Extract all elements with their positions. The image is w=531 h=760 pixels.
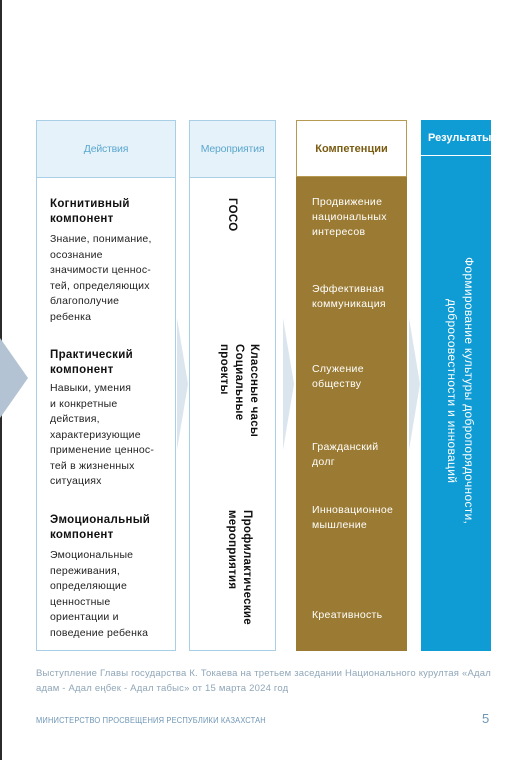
competency-item: Эффективная коммуникация [312, 283, 386, 310]
component-description: Знание, понимание, осознание значимости ценнос- тей, определяющих благополучие ребенка [50, 233, 152, 323]
competency-item: Гражданский долг [312, 441, 379, 468]
events-body [190, 178, 275, 650]
actions-header: Действия [37, 121, 175, 178]
component-title: Эмоциональный компонент [50, 514, 151, 541]
competencies-body [296, 177, 407, 651]
competency-item: Продвижение национальных интересов [312, 196, 387, 238]
competencies-header: Компетенции [296, 120, 407, 177]
competencies-column [296, 120, 407, 651]
actions-column [36, 120, 176, 651]
event-goso: ГОСО [226, 198, 238, 232]
event-class-hours: Классные часы Социальные проекты [218, 344, 260, 438]
component-emotional [50, 513, 167, 641]
arrow-icon [177, 318, 188, 450]
actions-body [37, 178, 175, 650]
component-practical [50, 348, 167, 490]
footer-ministry: МИНИСТЕРСТВО ПРОСВЕЩЕНИЯ РЕСПУБЛИКИ КАЗАХСТАН [36, 715, 266, 725]
quote-citation: Выступление Главы государства К. Токаева на третьем заседании Национального курултая «Адал адам - Адал еңбек - Адал табыс» от 15 марта 2024 год [36, 668, 491, 694]
component-description: Эмоциональные переживания, определяющие ценностные ориентации и поведение ребенка [50, 549, 149, 639]
events-column [189, 120, 276, 651]
arrow-icon [283, 318, 294, 450]
competency-item: Служение обществу [312, 363, 364, 390]
results-divider [421, 155, 491, 176]
results-header: Результаты [428, 131, 492, 144]
component-cognitive [50, 197, 167, 325]
events-header: Мероприятия [190, 121, 275, 178]
arrow-icon [409, 318, 420, 450]
competency-item: Креативность [312, 609, 383, 621]
results-column [421, 120, 491, 651]
competency-item: Инновационное мышление [312, 504, 394, 531]
page-number: 5 [482, 711, 490, 726]
component-description: Навыки, умения и конкретные действия, характеризующие применение ценнос- тей в жизненных ситуациях [50, 382, 155, 487]
event-preventive: Профилактические мероприятия [226, 510, 253, 625]
left-chevron-icon [0, 338, 28, 418]
component-title: Когнитивный компонент [50, 198, 130, 225]
results-text: Формирование культуры добропорядочности, добросовестности и инноваций [445, 257, 476, 525]
component-title: Практический компонент [50, 349, 133, 376]
